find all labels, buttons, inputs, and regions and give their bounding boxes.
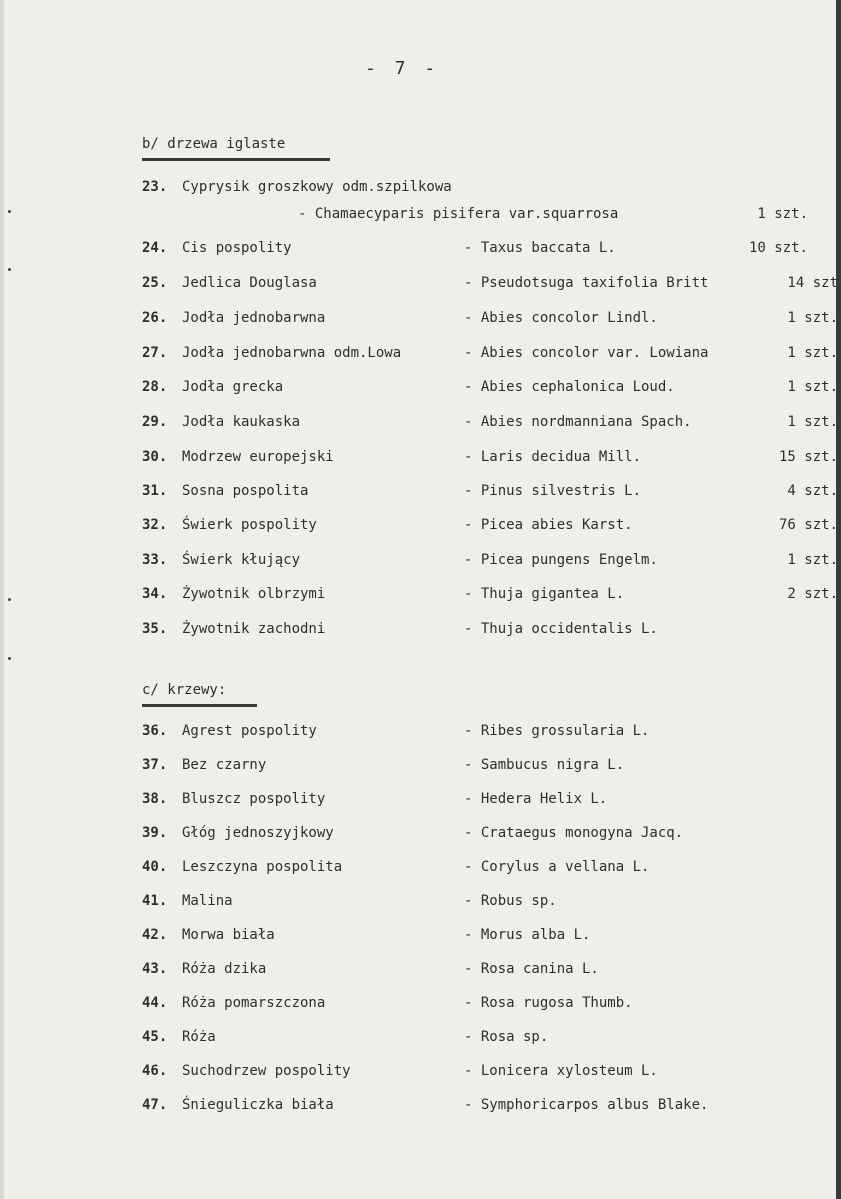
entry-latin-name: - Crataegus monogyna Jacq. [464,825,684,841]
entry-number: 23. [142,179,168,195]
entry-number: 45. [142,1029,168,1045]
entry-number: 40. [142,859,168,875]
entry-quantity: 1 szt. [787,414,838,430]
entry-number: 25. [142,275,168,291]
entry-latin-name: - Rosa sp. [464,1029,549,1045]
list-item [142,723,841,743]
list-item [142,483,841,503]
entry-polish-name: Róża [182,1029,216,1045]
section-underline [142,158,330,161]
list-item [142,179,841,199]
entry-latin-name: - Abies nordmanniana Spach. [464,414,692,430]
list-item [142,961,841,981]
entry-latin-name: - Chamaecyparis pisifera var.squarrosa [298,206,619,222]
entry-latin-name: - Lonicera xylosteum L. [464,1063,658,1079]
entry-quantity: 1 szt. [757,206,808,222]
entry-number: 46. [142,1063,168,1079]
list-item [142,1029,841,1049]
entry-quantity: 4 szt. [787,483,838,499]
list-item [142,310,841,330]
entry-polish-name: Suchodrzew pospolity [182,1063,351,1079]
entry-number: 29. [142,414,168,430]
entry-latin-name: - Sambucus nigra L. [464,757,625,773]
entry-polish-name: Cis pospolity [182,240,292,256]
entry-number: 28. [142,379,168,395]
section-underline [142,704,257,707]
entry-number: 34. [142,586,168,602]
entry-polish-name: Sosna pospolita [182,483,309,499]
scan-left-edge [0,0,4,1199]
entry-latin-name: - Abies concolor Lindl. [464,310,658,326]
entry-polish-name: Jodła jednobarwna [182,310,326,326]
entry-latin-name: - Taxus baccata L. [464,240,616,256]
entry-latin-name: - Picea pungens Engelm. [464,552,658,568]
entry-polish-name: Jodła grecka [182,379,284,395]
entry-number: 30. [142,449,168,465]
list-item [142,517,841,537]
entry-number: 44. [142,995,168,1011]
section-title-shrubs: c/ krzewy: [142,682,227,698]
entry-polish-name: Jodła jednobarwna odm.Lowa [182,345,402,361]
entry-latin-name: - Laris decidua Mill. [464,449,642,465]
entry-quantity: 1 szt. [787,310,838,326]
entry-latin-name: - Rosa rugosa Thumb. [464,995,633,1011]
list-item [142,1097,841,1117]
section-title-conifers: b/ drzewa iglaste [142,136,286,152]
entry-polish-name: Modrzew europejski [182,449,334,465]
entry-number: 47. [142,1097,168,1113]
entry-number: 27. [142,345,168,361]
entry-polish-name: Leszczyna pospolita [182,859,343,875]
entry-polish-name: Żywotnik olbrzymi [182,586,326,602]
entry-latin-name: - Ribes grossularia L. [464,723,650,739]
entry-quantity: 1 szt. [787,345,838,361]
entry-latin-name: - Hedera Helix L. [464,791,608,807]
entry-polish-name: Morwa biała [182,927,275,943]
entry-number: 31. [142,483,168,499]
margin-mark [8,210,11,213]
list-item [142,859,841,879]
entry-number: 35. [142,621,168,637]
entry-number: 26. [142,310,168,326]
entry-number: 36. [142,723,168,739]
entry-polish-name: Jedlica Douglasa [182,275,317,291]
entry-polish-name: Bez czarny [182,757,267,773]
entry-polish-name: Róża pomarszczona [182,995,326,1011]
entry-polish-name: Cyprysik groszkowy odm.szpilkowa [182,179,452,195]
entry-latin-name: - Thuja occidentalis L. [464,621,658,637]
entry-polish-name: Malina [182,893,233,909]
entry-latin-name: - Rosa canina L. [464,961,599,977]
entry-quantity: 1 szt. [787,552,838,568]
entry-latin-name: - Pinus silvestris L. [464,483,642,499]
entry-polish-name: Świerk pospolity [182,517,317,533]
entry-quantity: 1 szt. [787,379,838,395]
list-item [142,240,841,260]
list-item [142,995,841,1015]
entry-latin-name: - Abies cephalonica Loud. [464,379,675,395]
list-item [142,552,841,572]
entry-quantity: 14 szt [787,275,838,291]
entry-number: 37. [142,757,168,773]
entry-latin-name: - Pseudotsuga taxifolia Britt [464,275,709,291]
margin-mark [8,657,11,660]
entry-polish-name: Róża dzika [182,961,267,977]
entry-quantity: 10 szt. [748,240,808,256]
entry-number: 39. [142,825,168,841]
page-number: - 7 - [365,58,440,79]
entry-quantity: 2 szt. [787,586,838,602]
margin-mark [8,268,11,271]
entry-quantity: 76 szt. [778,517,838,533]
list-item [142,379,841,399]
entry-latin-name: - Morus alba L. [464,927,591,943]
entry-number: 43. [142,961,168,977]
list-item [142,621,841,641]
list-item [142,1063,841,1083]
entry-number: 41. [142,893,168,909]
entry-number: 42. [142,927,168,943]
entry-polish-name: Żywotnik zachodni [182,621,326,637]
entry-latin-name: - Picea abies Karst. [464,517,633,533]
list-item [142,791,841,811]
entry-polish-name: Jodła kaukaska [182,414,301,430]
entry-number: 32. [142,517,168,533]
list-item [142,893,841,913]
entry-latin-name: - Robus sp. [464,893,557,909]
entry-number: 33. [142,552,168,568]
list-item [142,345,841,365]
list-item [142,757,841,777]
entry-latin-name: - Symphoricarpos albus Blake. [464,1097,709,1113]
list-item [142,414,841,434]
list-item [142,586,841,606]
entry-latin-name: - Abies concolor var. Lowiana [464,345,709,361]
entry-number: 24. [142,240,168,256]
entry-latin-name: - Thuja gigantea L. [464,586,625,602]
list-item [142,275,841,295]
entry-number: 38. [142,791,168,807]
entry-latin-name: - Corylus a vellana L. [464,859,650,875]
entry-polish-name: Świerk kłujący [182,552,301,568]
margin-mark [8,598,11,601]
list-item [142,449,841,469]
list-item [142,927,841,947]
list-item [142,206,841,226]
entry-polish-name: Agrest pospolity [182,723,317,739]
entry-polish-name: Śnieguliczka biała [182,1097,334,1113]
entry-polish-name: Bluszcz pospolity [182,791,326,807]
list-item [142,825,841,845]
entry-polish-name: Głóg jednoszyjkowy [182,825,334,841]
entry-quantity: 15 szt. [778,449,838,465]
